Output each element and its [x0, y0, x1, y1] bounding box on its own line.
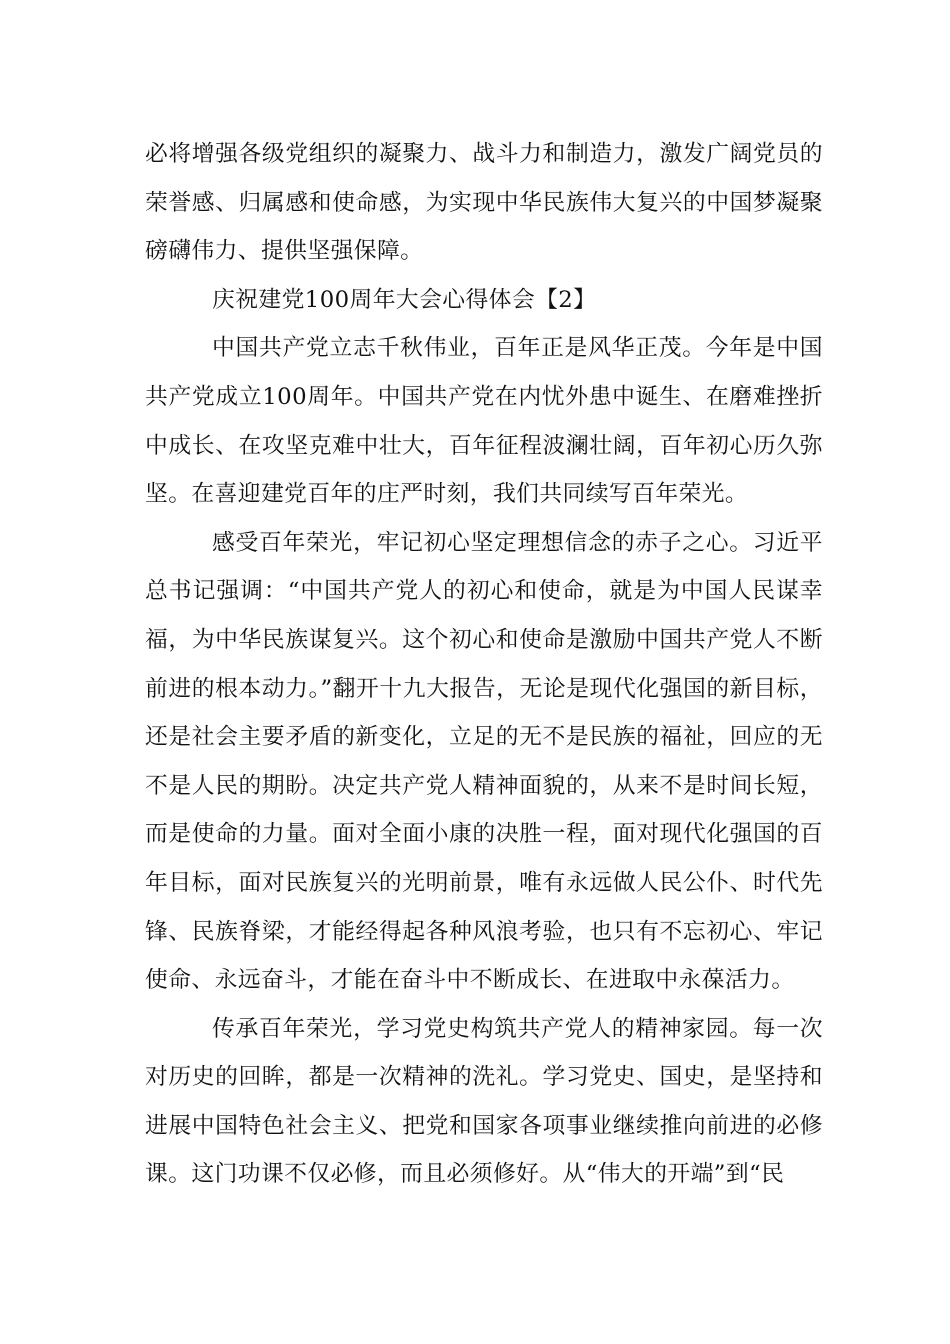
paragraph-3: 传承百年荣光，学习党史构筑共产党人的精神家园。每一次对历史的回眸，都是一次精神的洗礼。学习党史、国史，是坚持和进展中国特色社会主义、把党和国家各项事业继续推向前进的必修课。这门功课不仅必修，而且必须修好。从“伟大的开端”到“民: [145, 1015, 823, 1188]
section-heading: 庆祝建党100周年大会心得体会【2】: [212, 286, 597, 313]
paragraph-1: 中国共产党立志千秋伟业，百年正是风华正茂。今年是中国共产党成立100周年。中国共产党在内忧外患中诞生、在磨难挫折中成长、在攻坚克难中壮大，百年征程波澜壮阔，百年初心历久弥坚。在喜迎建党百年的庄严时刻，我们共同续写百年荣光。: [145, 335, 823, 508]
paragraph-continuation: 必将增强各级党组织的凝聚力、战斗力和制造力，激发广阔党员的荣誉感、归属感和使命感，为实现中华民族伟大复兴的中国梦凝聚磅礴伟力、提供坚强保障。: [145, 141, 823, 265]
document-body: [145, 130, 823, 1199]
paragraph-2: 感受百年荣光，牢记初心坚定理想信念的赤子之心。习近平总书记强调：“中国共产党人的初心和使命，就是为中国人民谋幸福，为中华民族谋复兴。这个初心和使命是激励中国共产党人不断前进的根本动力。”翻开十九大报告，无论是现代化强国的新目标，还是社会主要矛盾的新变化，立足的无不是民族的福祉，回应的无不是人民的期盼。决定共产党人精神面貌的，从来不是时间长短，而是使命的力量。面对全面小康的决胜一程，面对现代化强国的百年目标，面对民族复兴的光明前景，唯有永远做人民公仆、时代先锋、民族脊梁，才能经得起各种风浪考验，也只有不忘初心、牢记使命、永远奋斗，才能在奋斗中不断成长、在进取中永葆活力。: [145, 529, 823, 994]
